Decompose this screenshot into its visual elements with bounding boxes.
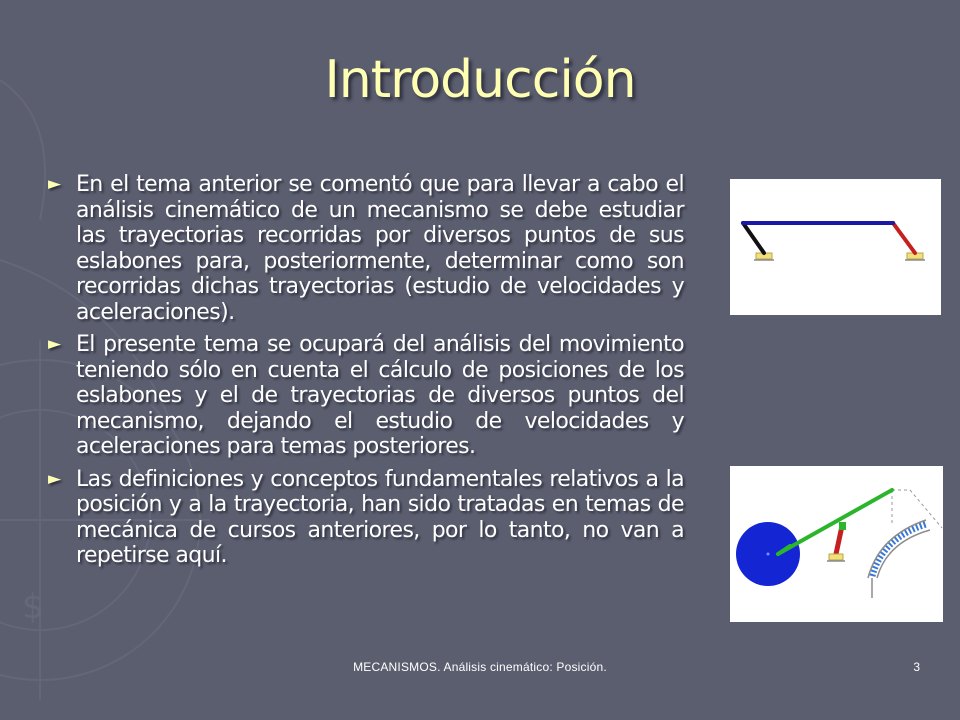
four-bar-linkage-drawing <box>730 179 941 315</box>
disk-linkage-figure <box>730 466 943 622</box>
bullet-text: En el tema anterior se comentó que para llevar a cabo el análisis cinemático de un mecanismo se debe estudiar las trayectorias recorridas por diversos puntos de sus eslabones para, posteriormente, determinar como son recorridas dichas trayectorias (estudio de velocidades y aceleraciones). <box>76 172 684 325</box>
four-bar-linkage-figure <box>730 179 941 315</box>
rocker-support-icon <box>829 554 843 560</box>
bullet-text: Las definiciones y conceptos fundamentales relativos a la posición y a la trayectoria, han sido tratadas en temas de mecánica de cursos anteriores, por lo tanto, no van a repetirse aquí. <box>76 466 684 568</box>
bullet-list <box>48 172 684 576</box>
bullet-arrow-icon: ► <box>48 174 62 194</box>
crank-link <box>743 223 764 253</box>
bullet-arrow-icon: ► <box>48 468 62 489</box>
bullet-arrow-icon: ► <box>48 334 62 354</box>
slide-title: Introducción <box>324 50 636 110</box>
bullet-item <box>48 467 684 569</box>
bullet-item <box>48 172 684 325</box>
bullet-item <box>48 332 684 460</box>
coupler-arm <box>778 490 892 554</box>
rocker-link <box>893 223 915 253</box>
bullet-text: El presente tema se ocupará del análisis del movimiento teniendo sólo en cuenta el cálculo de posiciones de los eslabones y el de trayectorias de diversos puntos del mecanismo, dejando el estudio de velocidades y aceleraciones para temas posteriores. <box>76 332 684 459</box>
disk-linkage-drawing <box>730 466 943 622</box>
slide-footer: MECANISMOS. Análisis cinemático: Posición. <box>353 660 607 674</box>
svg-text:$: $ <box>22 587 44 627</box>
rocker-link <box>836 526 842 554</box>
page-number: 3 <box>913 660 920 674</box>
